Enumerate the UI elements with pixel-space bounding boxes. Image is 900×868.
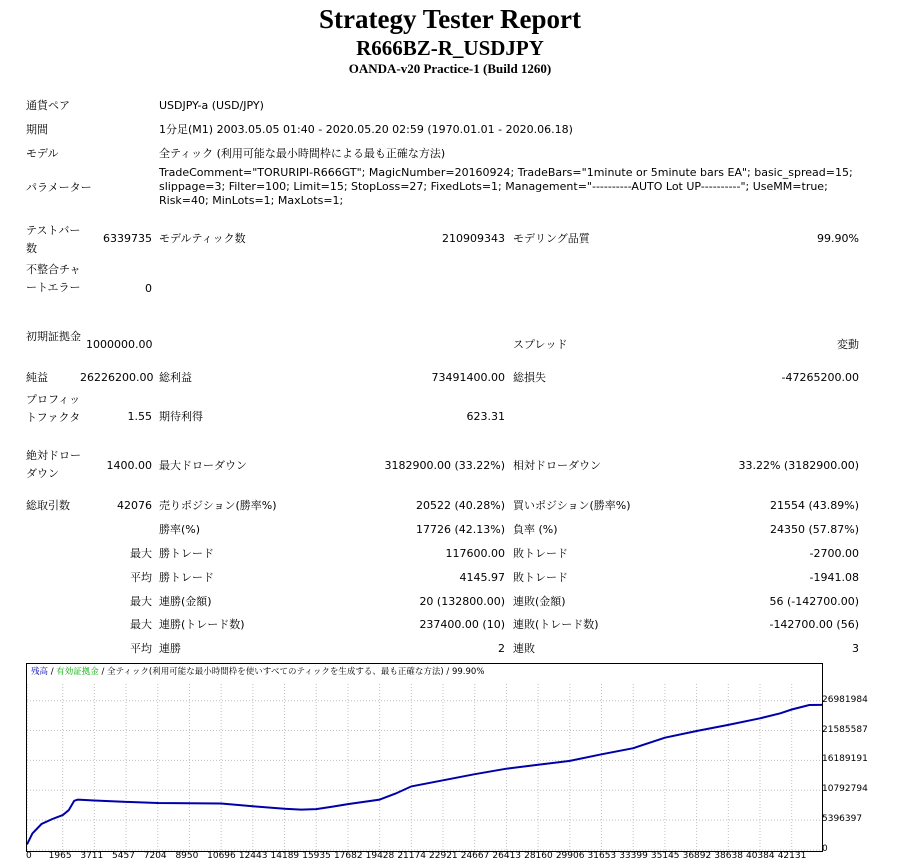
legend-balance: 残高 <box>31 667 49 677</box>
report-title: Strategy Tester Report <box>319 4 581 34</box>
gross-loss-value: -47265200.00 <box>781 371 859 384</box>
avg-cons-loss-value: 3 <box>852 642 859 655</box>
x-tick-label: 26413 <box>492 851 522 861</box>
legend-quality: 99.90% <box>451 667 485 677</box>
x-tick-label: 1965 <box>48 851 72 861</box>
max-cons-win-amt-value: 20 (132800.00) <box>419 595 505 608</box>
bars-label: テストバー数 <box>26 224 81 255</box>
rel-dd-label: 相対ドローダウン <box>513 459 601 472</box>
x-tick-label: 17682 <box>333 851 363 861</box>
gross-profit-label: 総利益 <box>159 371 192 384</box>
params-value: TradeComment="TORURIPI-R666GT"; MagicNumber=20160924; TradeBars="1minute or 5minute bars EA"; basic_spread=15; slippage=3; Filter=100; Limit=15; StopLoss=27; FixedLots=1; Management="----------AUTO Lot UP----------"; UseMM=true; Risk=40; MinLots=1; MaxLots=1; <box>159 166 853 207</box>
x-tick-label: 8950 <box>175 851 199 861</box>
largest-loss-label: 敗トレード <box>513 547 568 560</box>
gross-profit-value: 73491400.00 <box>431 371 505 384</box>
chart-legend <box>31 667 484 678</box>
quality-label: モデリング品質 <box>513 232 590 245</box>
legend-sep-1: / <box>48 667 57 677</box>
x-tick-label: 5457 <box>112 851 135 861</box>
avg-win-value: 4145.97 <box>459 571 505 584</box>
x-tick-label: 19428 <box>365 851 395 861</box>
max-cons-loss-cnt-value: -142700.00 (56) <box>769 618 859 631</box>
bars-value: 6339735 <box>103 232 152 245</box>
legend-sep-2: / <box>98 667 108 677</box>
largest-win-value: 117600.00 <box>445 547 505 560</box>
max-cons-win-cnt-value: 237400.00 (10) <box>419 618 505 631</box>
x-tick-label: 12443 <box>238 851 268 861</box>
loss-value: 24350 (57.87%) <box>769 523 859 536</box>
x-tick-label: 29906 <box>555 851 585 861</box>
net-label: 純益 <box>26 371 48 384</box>
expected-label: 期待利得 <box>159 410 203 423</box>
max-cons-win-cnt-label: 連勝(トレード数) <box>159 618 245 631</box>
total-trades-value: 42076 <box>117 499 152 512</box>
model-label: モデル <box>26 147 59 160</box>
avg-label-2: 平均 <box>130 642 152 655</box>
max-dd-value: 3182900.00 (33.22%) <box>384 459 505 472</box>
long-label: 買いポジション(勝率%) <box>513 499 631 512</box>
net-value: 26226200.00 <box>80 371 154 384</box>
y-tick-label: 5396397 <box>822 814 863 825</box>
x-tick-label: 22921 <box>429 851 458 861</box>
pair-label: 通貨ペア <box>26 99 70 112</box>
avg-win-label: 勝トレード <box>159 571 214 584</box>
short-value: 20522 (40.28%) <box>415 499 505 512</box>
report-subtitle: R666BZ-R_USDJPY <box>356 36 544 60</box>
x-tick-label: 36892 <box>682 851 712 861</box>
expected-value: 623.31 <box>466 410 505 423</box>
max-cons-loss-amt-label: 連敗(金額) <box>513 595 566 608</box>
max-cons-win-amt-label: 連勝(金額) <box>159 595 212 608</box>
x-tick-label: 35145 <box>650 851 680 861</box>
max-dd-label: 最大ドローダウン <box>159 459 247 472</box>
balance-line <box>27 705 822 845</box>
chart-plot <box>27 664 822 851</box>
broker-build: OANDA-v20 Practice-1 (Build 1260) <box>348 61 552 76</box>
params-label: パラメーター <box>26 181 92 194</box>
ticks-value: 210909343 <box>442 232 505 245</box>
short-label: 売りポジション(勝率%) <box>159 499 277 512</box>
spread-label: スプレッド <box>513 338 568 351</box>
y-tick-label: 26981984 <box>822 694 868 705</box>
x-tick-label: 14189 <box>270 851 300 861</box>
quality-value: 99.90% <box>817 232 859 245</box>
deposit-value: 1000000.00 <box>86 338 153 351</box>
legend-margin: 有効証拠金 <box>56 667 99 677</box>
legend-sep-3: / <box>443 667 452 677</box>
abs-dd-value: 1400.00 <box>106 459 152 472</box>
pf-label: プロフィットファクタ <box>26 393 81 424</box>
rel-dd-value: 33.22% (3182900.00) <box>738 459 859 472</box>
legend-model: 全ティック(利用可能な最小時間枠を使いすべてのティックを生成する、最も正確な方法) <box>107 667 444 677</box>
max-label-3: 最大 <box>130 618 152 631</box>
ticks-label: モデルティック数 <box>159 232 246 245</box>
gross-loss-label: 総損失 <box>513 371 546 384</box>
y-tick-label: 16189191 <box>822 754 868 765</box>
pf-value: 1.55 <box>127 410 152 423</box>
x-tick-label: 33399 <box>619 851 648 861</box>
x-tick-label: 28160 <box>524 851 553 861</box>
y-tick-label: 21585587 <box>822 724 868 735</box>
avg-label-1: 平均 <box>130 571 152 584</box>
x-tick-label: 38638 <box>714 851 743 861</box>
max-cons-loss-amt-value: 56 (-142700.00) <box>769 595 859 608</box>
y-tick-label: 10792794 <box>822 784 868 795</box>
x-tick-label: 10696 <box>207 851 236 861</box>
x-tick-label: 42131 <box>777 851 807 861</box>
x-tick-label: 24667 <box>460 851 490 861</box>
x-tick-label: 7204 <box>143 851 167 861</box>
deposit-label: 初期証拠金 <box>26 330 81 343</box>
largest-loss-value: -2700.00 <box>809 547 859 560</box>
avg-loss-value: -1941.08 <box>809 571 859 584</box>
win-label: 勝率(%) <box>159 523 201 536</box>
long-value: 21554 (43.89%) <box>769 499 859 512</box>
avg-cons-win-label: 連勝 <box>159 642 181 655</box>
mismatch-label: 不整合チャートエラー <box>26 263 81 294</box>
x-tick-label: 3711 <box>80 851 104 861</box>
abs-dd-label: 絶対ドローダウン <box>26 449 81 480</box>
largest-win-label: 勝トレード <box>159 547 214 560</box>
pair-value: USDJPY-a (USD/JPY) <box>159 99 264 112</box>
max-label-1: 最大 <box>130 547 152 560</box>
y-tick-label: 0 <box>822 844 828 854</box>
win-value: 17726 (42.13%) <box>415 523 505 536</box>
x-tick-label: 15935 <box>302 851 331 861</box>
max-cons-loss-cnt-label: 連敗(トレード数) <box>513 618 599 631</box>
balance-chart <box>26 663 823 852</box>
x-tick-label: 0 <box>26 851 32 861</box>
spread-value: 変動 <box>837 338 859 351</box>
loss-label: 負率 (%) <box>513 523 558 536</box>
avg-loss-label: 敗トレード <box>513 571 568 584</box>
x-tick-label: 31653 <box>587 851 617 861</box>
max-label-2: 最大 <box>130 595 152 608</box>
x-tick-label: 40384 <box>745 851 775 861</box>
total-trades-label: 総取引数 <box>26 499 70 512</box>
avg-cons-win-value: 2 <box>498 642 505 655</box>
model-value: 全ティック (利用可能な最小時間枠による最も正確な方法) <box>159 147 446 160</box>
avg-cons-loss-label: 連敗 <box>513 642 535 655</box>
mismatch-value: 0 <box>145 282 152 295</box>
period-value: 1分足(M1) 2003.05.05 01:40 - 2020.05.20 02:59 (1970.01.01 - 2020.06.18) <box>159 123 573 136</box>
period-label: 期間 <box>26 123 48 136</box>
x-tick-label: 21174 <box>397 851 426 861</box>
